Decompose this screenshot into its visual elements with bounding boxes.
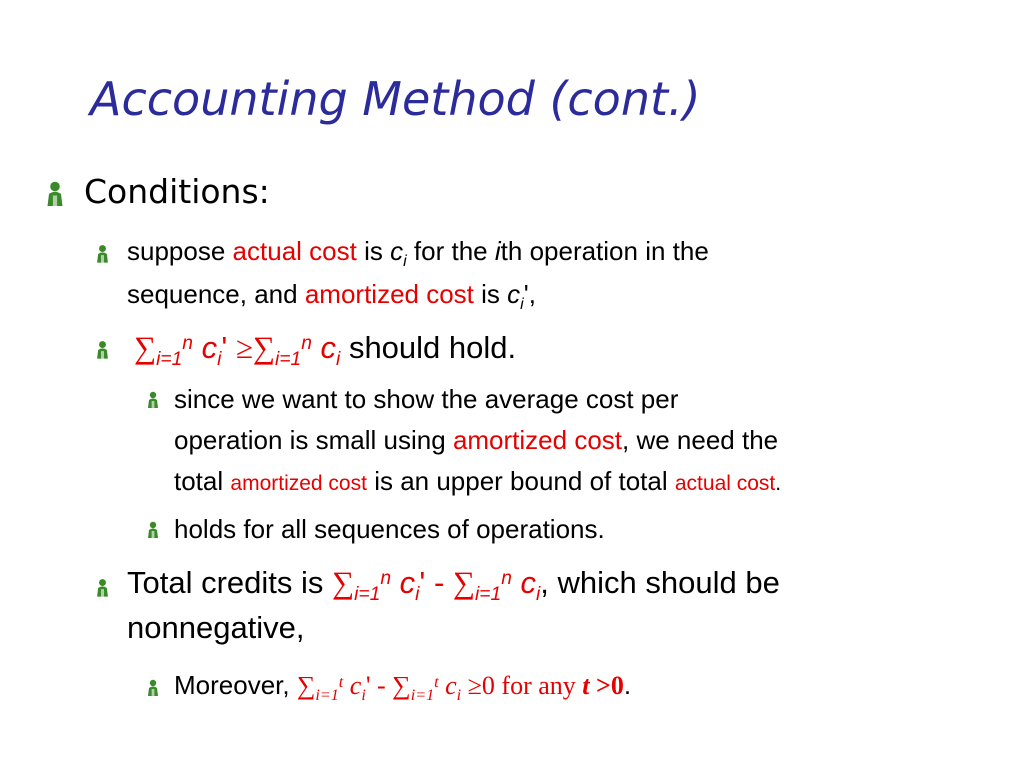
slide-title: Accounting Method (cont.) <box>90 72 701 126</box>
green-figure-bullet-icon <box>147 679 159 697</box>
text: suppose <box>127 236 226 266</box>
green-figure-bullet-icon <box>147 521 159 539</box>
sum-inequality-line <box>134 330 517 370</box>
bullet-actual-cost-line2 <box>127 279 536 313</box>
total-credits-formula: $\sum_{i=1}^n$ $c_i' - \sum_{i=1}^n$ $c_i$ <box>332 565 541 605</box>
text: ', <box>523 279 536 309</box>
holds-line: holds for all sequences of operations. <box>174 514 605 544</box>
green-figure-bullet-icon <box>96 340 109 360</box>
ci-prime-symbol: $c_i$ <box>507 279 524 313</box>
text: . <box>623 670 632 700</box>
text: th operation in the <box>500 236 709 266</box>
text: sequence, and <box>127 279 298 309</box>
amortized-cost-term: amortized cost <box>230 472 367 495</box>
text: Total credits is <box>127 565 324 600</box>
total-credits-line1 <box>127 565 780 605</box>
amortized-cost-term: amortized cost <box>452 425 623 455</box>
green-figure-bullet-icon <box>46 180 64 208</box>
text: total <box>174 466 224 496</box>
actual-cost-term: actual cost <box>674 472 776 495</box>
green-figure-bullet-icon <box>147 391 159 409</box>
total-credits-line2: nonnegative, <box>127 610 305 645</box>
text: , we need the <box>622 425 779 455</box>
green-figure-bullet-icon <box>96 578 109 598</box>
text: is <box>364 236 383 266</box>
text: . <box>775 472 782 495</box>
sum-inequality-formula: $\sum_{i=1}^n$ $c_i' \ge\sum_{i=1}^n$ $c_i$ <box>134 330 341 370</box>
text: is <box>481 279 500 309</box>
text: is an upper bound of total <box>374 466 668 496</box>
ci-symbol: $c_i$ <box>390 236 407 270</box>
text: should hold. <box>348 330 517 365</box>
text: operation is small using <box>174 425 446 455</box>
bullet-actual-cost-line1 <box>127 236 709 270</box>
ith-i: i <box>494 236 501 266</box>
text: , which should be <box>540 565 780 600</box>
since-line1: since we want to show the average cost per <box>174 384 679 414</box>
moreover-formula: $\sum_{i=1}^t$ $c_i' - \sum_{i=1}^t$ $c_i \ge 0$ for any t >0 <box>296 671 624 704</box>
since-line2 <box>174 425 778 456</box>
moreover-line <box>174 670 632 704</box>
text: for the <box>413 236 488 266</box>
text: Moreover, <box>174 670 290 700</box>
since-line3 <box>174 466 781 497</box>
green-figure-bullet-icon <box>96 244 109 264</box>
conditions-heading: Conditions: <box>84 172 270 211</box>
amortized-cost-term: amortized cost <box>304 279 474 309</box>
actual-cost-term: actual cost <box>232 236 357 266</box>
